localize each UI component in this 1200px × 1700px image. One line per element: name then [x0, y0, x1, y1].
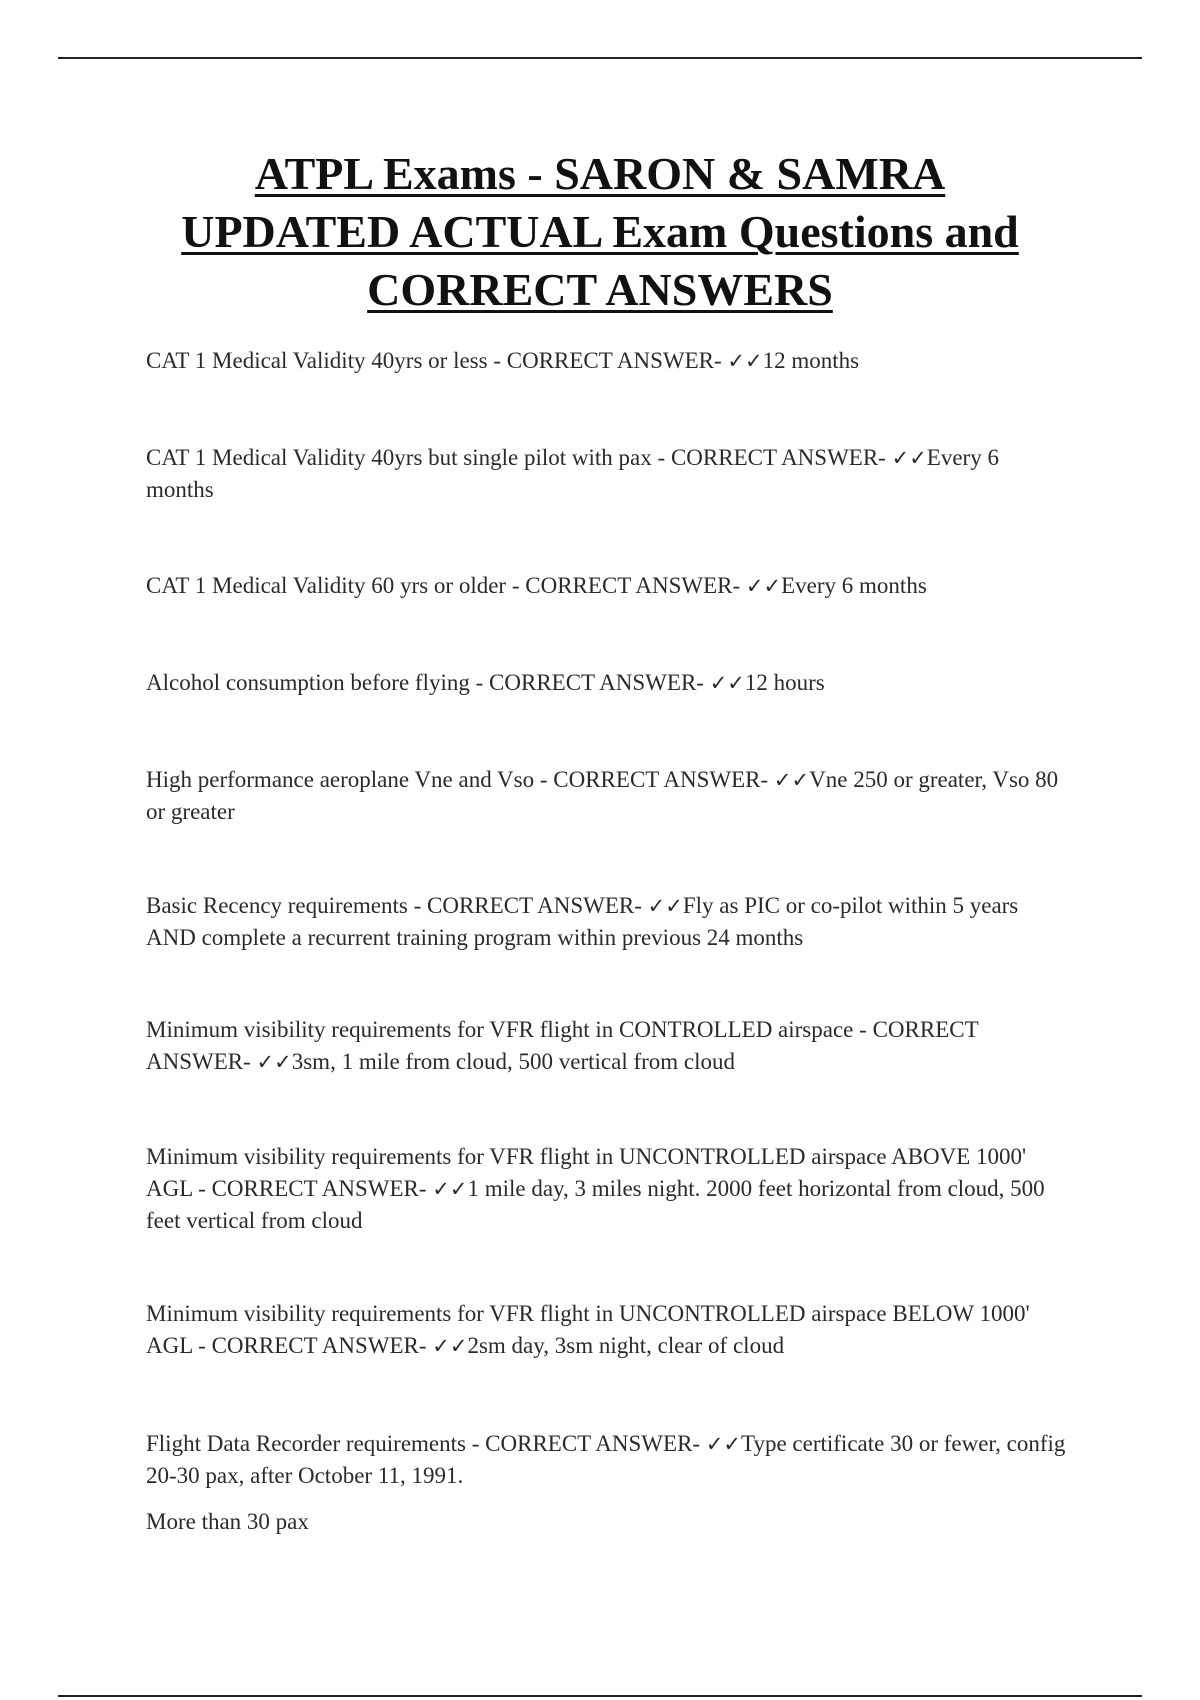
title-line: CORRECT ANSWERS	[367, 264, 833, 315]
question-text: CAT 1 Medical Validity 40yrs but single pilot with pax	[146, 445, 652, 470]
question-text: Flight Data Recorder requirements	[146, 1431, 466, 1456]
qa-item: CAT 1 Medical Validity 60 yrs or older - CORRECT ANSWER- ✓✓Every 6 months	[146, 573, 927, 598]
document-title	[120, 145, 1080, 319]
answer-marker: CORRECT ANSWER-	[506, 348, 722, 373]
answer-marker: CORRECT ANSWER-	[553, 767, 769, 792]
qa-item: CAT 1 Medical Validity 40yrs or less - CORRECT ANSWER- ✓✓12 months	[146, 348, 860, 373]
qa-item: Minimum visibility requirements for VFR flight in UNCONTROLLED airspace BELOW 1000' AGL - CORRECT ANSWER- ✓✓2sm day, 3sm night, clear of cloud	[146, 1301, 1030, 1358]
qa-item: Basic Recency requirements - CORRECT ANSWER- ✓✓Fly as PIC or co-pilot within 5 years AND complete a recurrent training program within previous 24 months	[146, 893, 1019, 950]
answer-text: 2sm day, 3sm night, clear of cloud	[467, 1333, 785, 1358]
answer-marker: CORRECT ANSWER-	[211, 1333, 427, 1358]
qa-item: Alcohol consumption before flying - CORRECT ANSWER- ✓✓12 hours	[146, 670, 825, 695]
question-text: CAT 1 Medical Validity 60 yrs or older	[146, 573, 507, 598]
qa-item: High performance aeroplane Vne and Vso - CORRECT ANSWER- ✓✓Vne 250 or greater, Vso 80 or greater	[146, 767, 1059, 824]
answer-text: 1 mile day, 3 miles night. 2000 feet horizontal from cloud, 500 feet vertical from cloud	[146, 1176, 1045, 1233]
question-text: Minimum visibility requirements for VFR flight in UNCONTROLLED airspace BELOW 1000' AGL	[146, 1301, 1030, 1358]
question-text: Alcohol consumption before flying	[146, 670, 470, 695]
question-text: Minimum visibility requirements for VFR flight in CONTROLLED airspace	[146, 1017, 854, 1042]
title-line: ATPL Exams - SARON & SAMRA	[254, 148, 946, 199]
checkmark-icon: ✓✓	[432, 1177, 468, 1201]
checkmark-icon: ✓✓	[256, 1050, 292, 1074]
checkmark-icon: ✓✓	[727, 349, 763, 373]
answer-text: Every 6 months	[146, 445, 999, 502]
answer-text: 12 hours	[744, 670, 825, 695]
question-text: Minimum visibility requirements for VFR flight in UNCONTROLLED airspace ABOVE 1000' AGL	[146, 1144, 1027, 1201]
answer-marker: CORRECT ANSWER-	[211, 1176, 427, 1201]
answer-text: 3sm, 1 mile from cloud, 500 vertical from cloud	[291, 1049, 736, 1074]
qa-item: Minimum visibility requirements for VFR flight in CONTROLLED airspace - CORRECT ANSWER- ✓✓3sm, 1 mile from cloud, 500 vertical from cloud	[146, 1017, 979, 1074]
checkmark-icon: ✓✓	[745, 574, 782, 598]
checkmark-icon: ✓✓	[891, 446, 927, 470]
checkmark-icon: ✓✓	[709, 671, 745, 695]
question-text: CAT 1 Medical Validity 40yrs or less	[146, 348, 488, 373]
continuation-text: More than 30 pax	[146, 1509, 309, 1534]
answer-marker: CORRECT ANSWER-	[525, 573, 741, 598]
answer-marker: CORRECT ANSWER-	[485, 1431, 701, 1456]
qa-item: Flight Data Recorder requirements - CORRECT ANSWER- ✓✓Type certificate 30 or fewer, config 20-30 pax, after October 11, 1991.	[146, 1431, 1066, 1488]
title-line: UPDATED ACTUAL Exam Questions and	[181, 206, 1019, 257]
answer-marker: CORRECT ANSWER-	[670, 445, 886, 470]
answer-text: Fly as PIC or co-pilot within 5 years AND complete a recurrent training program within previous 24 months	[146, 893, 1019, 950]
question-text: High performance aeroplane Vne and Vso	[146, 767, 535, 792]
qa-item: Minimum visibility requirements for VFR flight in UNCONTROLLED airspace ABOVE 1000' AGL - CORRECT ANSWER- ✓✓1 mile day, 3 miles night. 2000 feet horizontal from cloud, 500 feet vertical from cloud	[146, 1144, 1045, 1233]
answer-text: Every 6 months	[781, 573, 927, 598]
header-rule	[58, 57, 1142, 59]
answer-text: 12 months	[762, 348, 860, 373]
answer-text: Type certificate 30 or fewer, config 20-30 pax, after October 11, 1991.	[146, 1431, 1066, 1488]
question-text: Basic Recency requirements	[146, 893, 408, 918]
answer-marker: CORRECT ANSWER-	[146, 1017, 979, 1074]
answer-text: Vne 250 or greater, Vso 80 or greater	[146, 767, 1059, 824]
footer-rule	[58, 1695, 1142, 1697]
checkmark-icon: ✓✓	[705, 1432, 742, 1456]
answer-marker: CORRECT ANSWER-	[489, 670, 704, 695]
answer-marker: CORRECT ANSWER-	[427, 893, 642, 918]
checkmark-icon: ✓✓	[647, 894, 683, 918]
qa-item: CAT 1 Medical Validity 40yrs but single pilot with pax - CORRECT ANSWER- ✓✓Every 6 months	[146, 445, 999, 502]
checkmark-icon: ✓✓	[432, 1334, 468, 1358]
checkmark-icon: ✓✓	[773, 768, 810, 792]
